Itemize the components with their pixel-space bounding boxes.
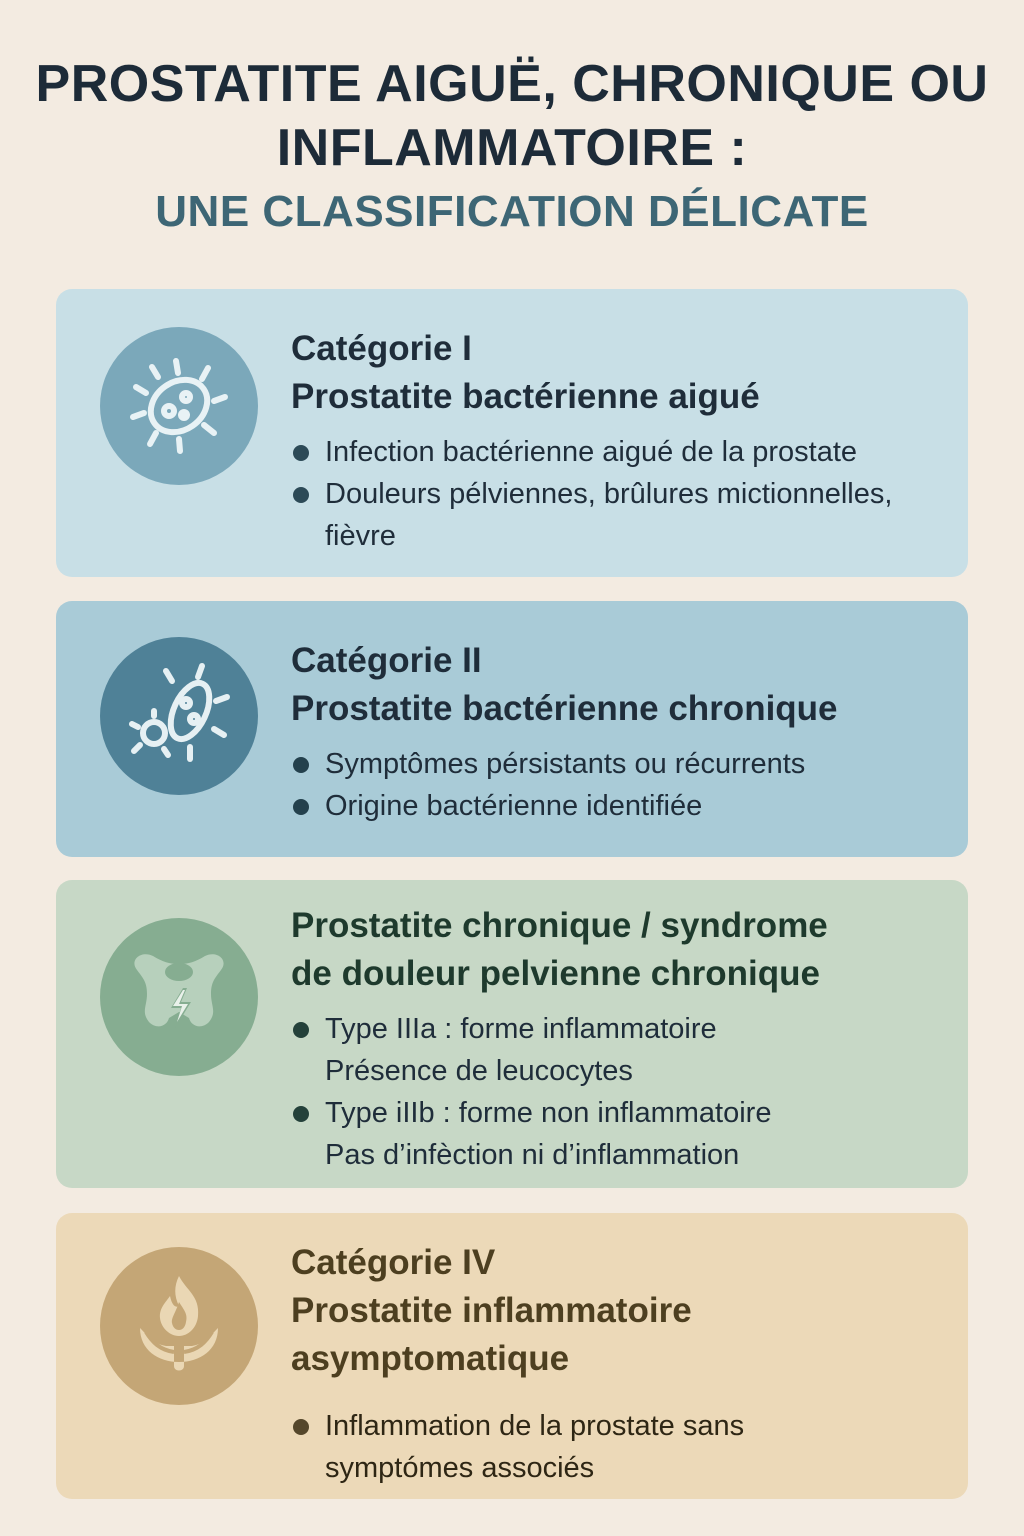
category-3-bullets [291,1008,938,1176]
category-3-heading: Prostatite chronique / syndrome de douleur pelvienne chronique [291,906,828,993]
category-1-heading: Catégorie I Prostatite bactérienne aigué [291,329,760,416]
category-2-heading: Catégorie II Prostatite bactérienne chronique [291,641,838,728]
category-1-card [56,289,968,577]
category-4-bullets [291,1405,938,1489]
category-4-card [56,1213,968,1499]
category-3-card [56,880,968,1188]
bullet-dot [293,1419,309,1435]
list-item: Origine bactérienne identifiée [291,785,938,827]
category-2-card [56,601,968,857]
pelvis-pain-icon [100,918,258,1076]
category-1-bullets [291,431,938,557]
bacterium-icon [100,327,258,485]
list-item: Symptômes pérsistants ou récurrents [291,743,938,785]
category-2-content [291,637,938,827]
bullet-dot [293,799,309,815]
title-line-2: INFLAMMATOIRE : [276,119,748,177]
category-4-content [291,1239,938,1489]
title-line-1: PROSTATITE AIGUË, CHRONIQUE OU [35,55,989,113]
list-item: Infection bactérienne aigué de la prostate [291,431,938,473]
page-subtitle: UNE CLASSIFICATION DÉLICATE [155,187,869,236]
list-item: Type IIIa : forme inflammatoire Présence de leucocytes [291,1008,938,1092]
list-item: Inflammation de la prostate sans symptómes associés [291,1405,938,1489]
bullet-dot [293,1106,309,1122]
bacteria-pair-icon [100,637,258,795]
bullet-dot [293,445,309,461]
list-item: Type iIIb : forme non inflammatoire Pas d’infèction ni d’inflammation [291,1092,938,1176]
list-item: Douleurs pélviennes, brûlures mictionnelles, fièvre [291,473,938,557]
category-3-content [291,902,938,1176]
bullet-dot [293,757,309,773]
category-1-content [291,325,938,557]
flame-hands-icon [100,1247,258,1405]
bullet-dot [293,1022,309,1038]
page-title [0,52,1024,180]
category-4-heading: Catégorie IV Prostatite inflammatoire asymptomatique [291,1243,692,1378]
header [0,52,1024,242]
category-2-bullets [291,743,938,827]
bullet-dot [293,487,309,503]
